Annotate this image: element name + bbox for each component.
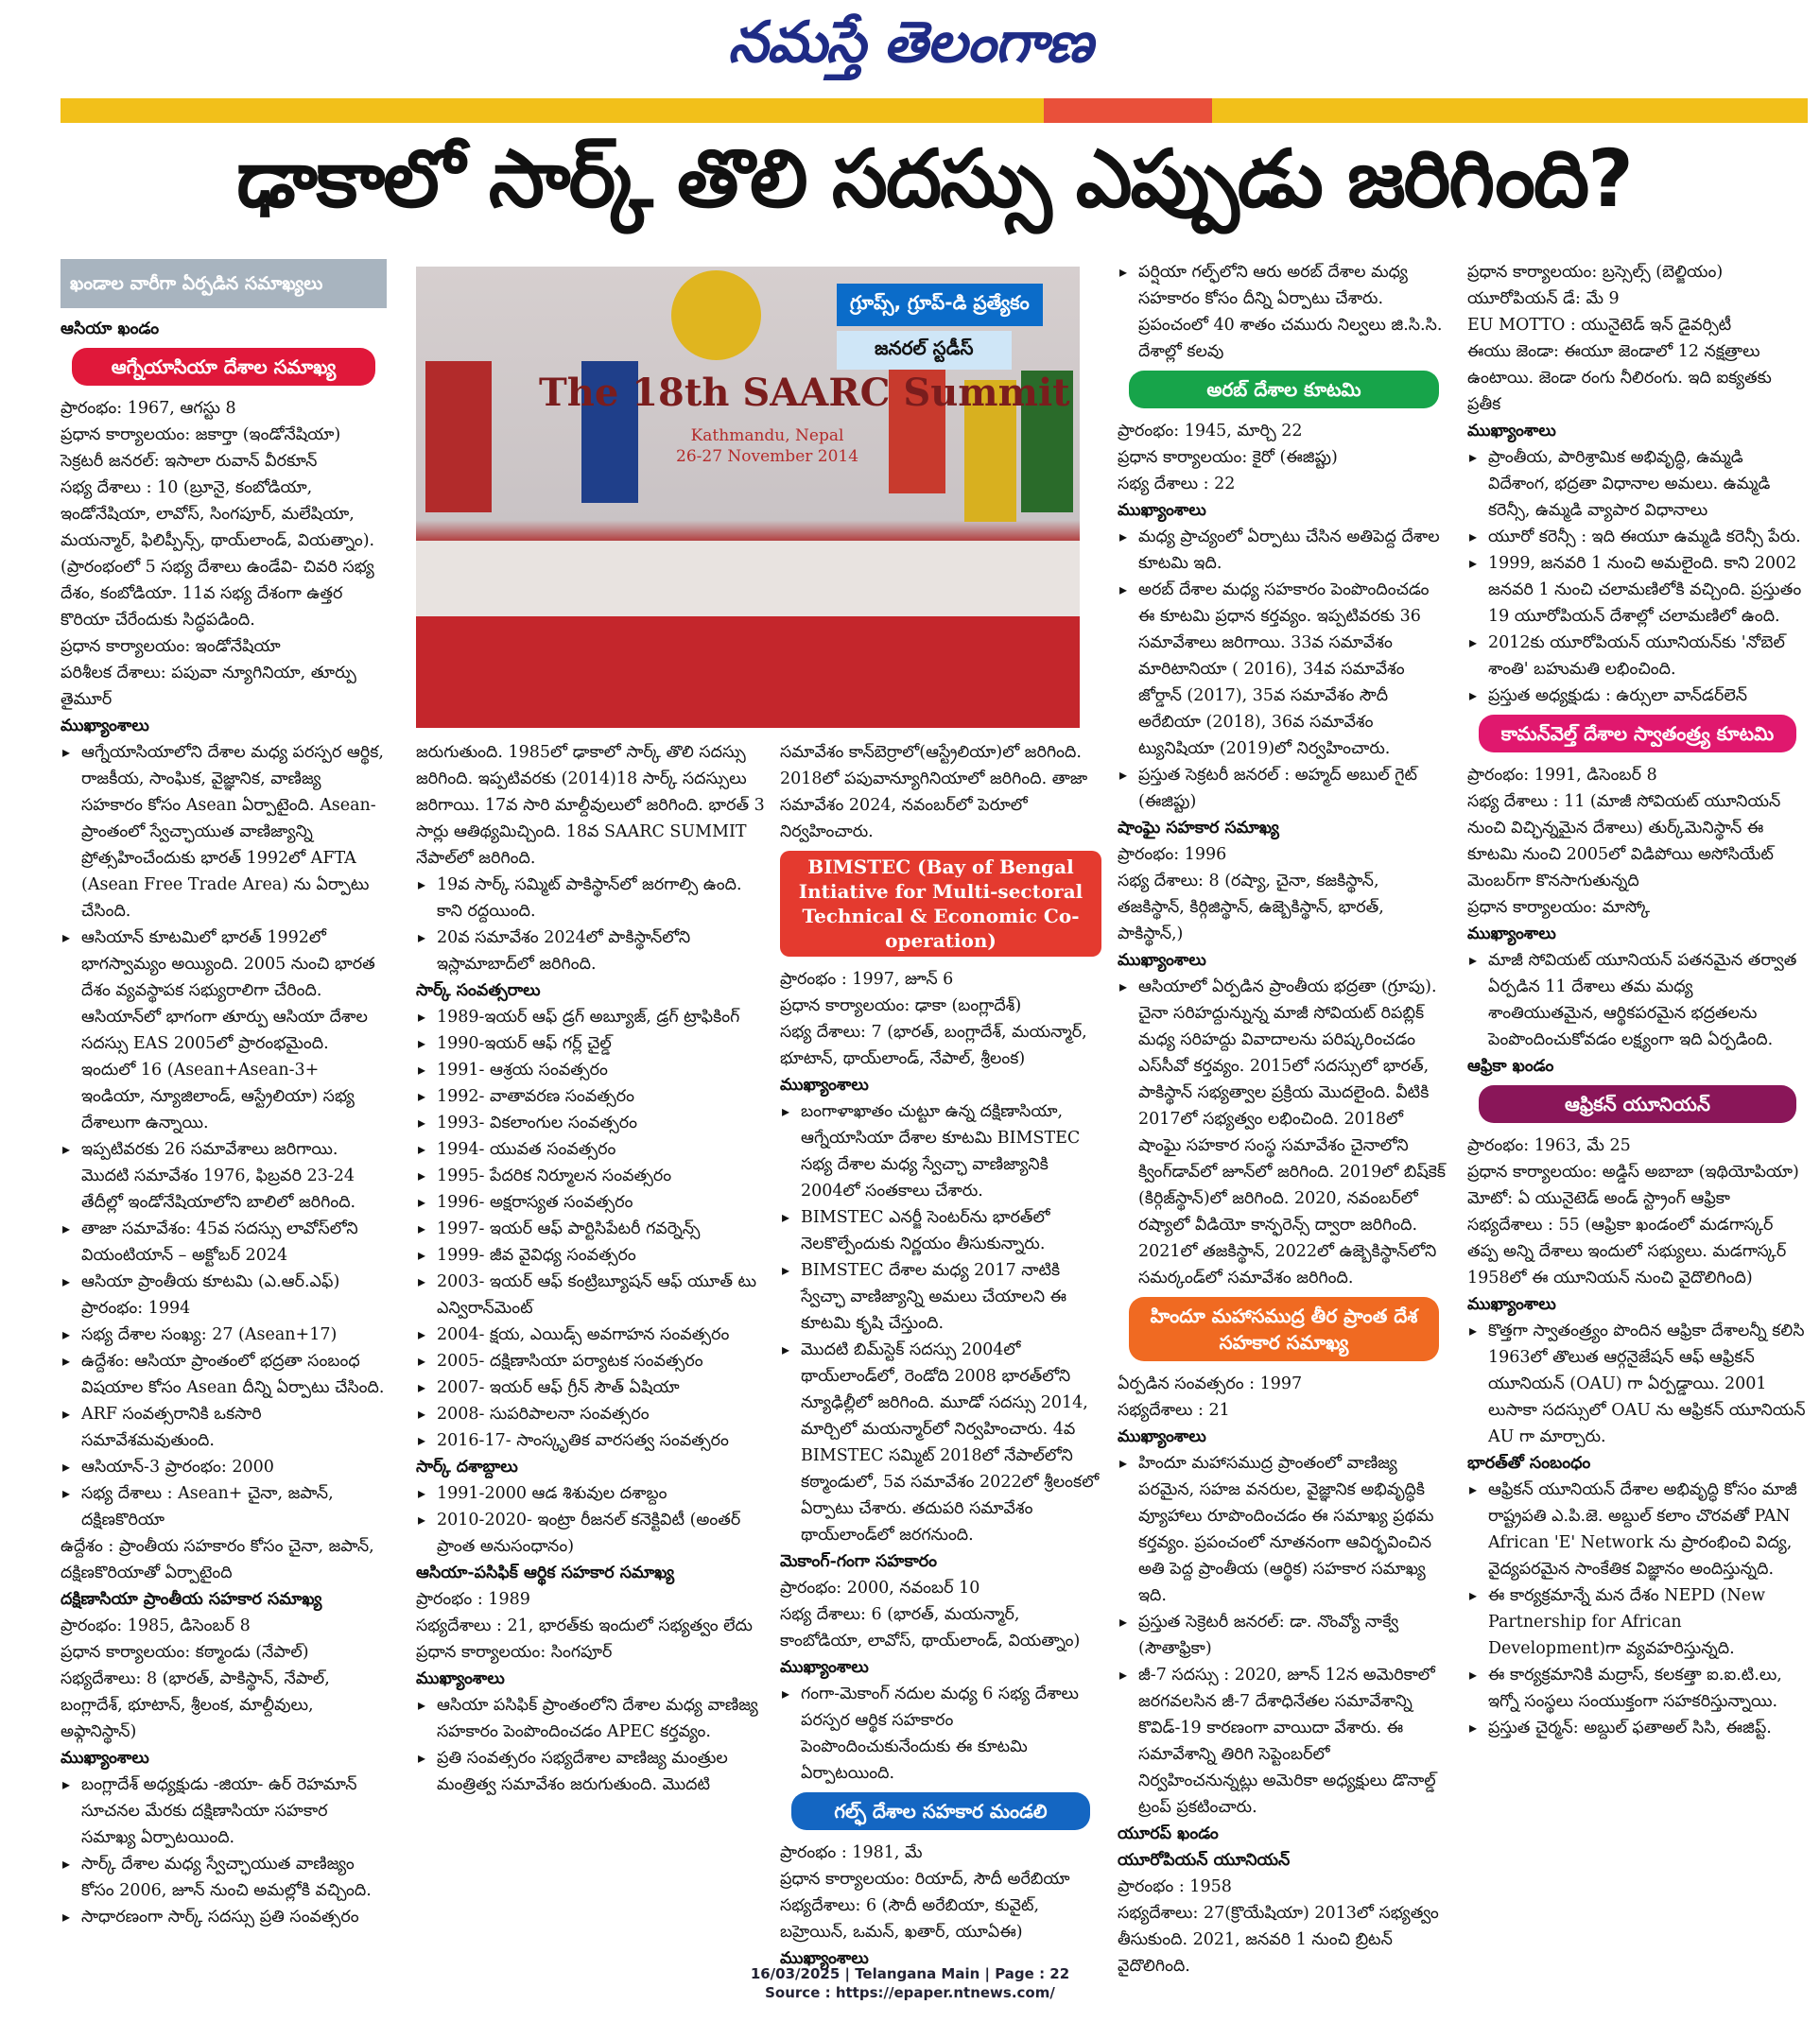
cis-members: సభ్య దేశాలు : 11 (మాజీ సోవియట్ యూనియన్ నుంచి విచ్ఛిన్నమైన దేశాలు) తుర్క్‌మెనిస్థాన్ ఈ కూటమి నుంచి 2005లో విడిపోయి అసోసియేట్ మెంబర్‌గా కొనసాగుతున్నది <box>1467 792 1781 890</box>
highlights-label: ముఖ్యాంశాలు <box>1118 501 1206 520</box>
bullet: ▸ 20వ సమావేశం 2024లో పాకిస్థాన్‌లోని ఇస్లామాబాద్‌లో జరిగింది. <box>416 925 768 977</box>
asean-sg: సెక్రటరీ జనరల్: ఇసాలా రువాన్ వీరకూన్ <box>61 452 318 471</box>
continent-label: ఆఫ్రికా ఖండం <box>1467 1057 1554 1076</box>
year-item: ▸ 1992- వాతావరణ సంవత్సరం <box>416 1083 768 1110</box>
iora-year: ఏర్పడిన సంవత్సరం : 1997 <box>1118 1374 1303 1393</box>
general-studies-badge: జనరల్ స్టడీస్ <box>837 331 1012 370</box>
bullet: ▸ ఈ కార్యక్రమానికి మద్రాస్, కలకత్తా ఐ.ఐ.టి.లు, ఇగ్నో సంస్థలు సంయుక్తంగా సహకరిస్తున్నాయి. <box>1467 1662 1808 1715</box>
column-3 <box>780 739 1101 1972</box>
bullet: ▸ ఆసియాన్-3 ప్రారంభం: 2000 <box>61 1454 387 1480</box>
year-item: ▸ 1999- జీవ వైవిధ్య సంవత్సరం <box>416 1242 768 1269</box>
bimstec-start: ప్రారంభం : 1997, జూన్ 6 <box>780 970 954 989</box>
highlights-label: ముఖ్యాంశాలు <box>1118 1427 1206 1446</box>
bullet: ▸ ఆసియా ప్రాంతీయ కూటమి (ఎ.ఆర్.ఎఫ్) ప్రారంభం: 1994 <box>61 1269 387 1322</box>
bullet: ▸ 19వ సార్క్ సమ్మిట్ పాకిస్థాన్‌లో జరగాల్సి ఉంది. కాని రద్దయింది. <box>416 872 768 925</box>
arab-hq: ప్రధాన కార్యాలయం: కైరో (ఈజిప్టు) <box>1118 448 1338 467</box>
saarc-heading: దక్షిణాసియా ప్రాంతీయ సహకార సమాఖ్య <box>61 1590 322 1609</box>
bullet: ▸ మధ్య ప్రాచ్యంలో ఏర్పాటు చేసిన అతిపెద్ద దేశాల కూటమి ఇది. <box>1118 524 1450 577</box>
decade-item: ▸ 2010-2020- ఇంట్రా రీజనల్ కనెక్టివిటీ (అంతర్ ప్రాంత అనుసంధానం) <box>416 1507 768 1560</box>
au-start: ప్రారంభం: 1963, మే 25 <box>1467 1136 1631 1155</box>
asean-heading: ఆగ్నేయాసియా దేశాల సమాఖ్య <box>72 348 375 386</box>
mekong-start: ప్రారంభం: 2000, నవంబర్ 10 <box>780 1579 980 1598</box>
saarc-start: ప్రారంభం: 1985, డిసెంబర్ 8 <box>61 1616 251 1635</box>
bullet: ▸ మొదటి బిమ్‌స్టెక్ సదస్సు 2004లో థాయ్‌లాండ్‌లో, రెండోది 2008 భారత్‌లోని న్యూఢిల్లీలో జరిగింది. మూడో సదస్సు 2014, మార్చిలో మయన్మార్‌లో నిర్వహించారు. 4వ BIMSTEC సమ్మిట్ 2018లో నేపాల్‌లోని కఠ్మాండులో, 5వ సమావేశం 2022లో శ్రీలంకలో ఏర్పాటు చేశారు. తదుపరి సమావేశం థాయ్‌లాండ్‌లో జరగనుంది. <box>780 1337 1101 1548</box>
eu-heading: యూరోపియన్ యూనియన్ <box>1118 1851 1291 1870</box>
asean-observers: పరిశీలక దేశాలు: పపువా న్యూగినియా, తూర్పు తైమూర్ <box>61 664 356 709</box>
year-item: ▸ 2004- క్షయ, ఎయిడ్స్ అవగాహన సంవత్సరం <box>416 1322 768 1348</box>
highlights-label: ముఖ్యాంశాలు <box>780 1076 869 1095</box>
iora-heading: హిందూ మహాసముద్ర తీర ప్రాంత దేశ సహకార సమాఖ్య <box>1129 1297 1439 1361</box>
header-color-bar-accent <box>1044 98 1212 123</box>
year-item: ▸ 2003- ఇయర్ ఆఫ్ కంట్రిబ్యూషన్ ఆఫ్ యూత్ టు ఎన్విరాన్‌మెంట్ <box>416 1269 768 1322</box>
eu-start: ప్రారంభం : 1958 <box>1118 1877 1232 1896</box>
bimstec-hq: ప్రధాన కార్యాలయం: ఢాకా (బంగ్లాదేశ్) <box>780 996 1022 1015</box>
photo-table <box>416 616 1080 728</box>
au-motto: మోటో: ఏ యునైటెడ్ అండ్ స్ట్రాంగ్ ఆఫ్రికా <box>1467 1189 1730 1208</box>
arab-members: సభ్య దేశాలు : 22 <box>1118 475 1236 493</box>
photo-dais <box>416 541 1080 616</box>
gcc-members: సభ్యదేశాలు: 6 (సౌదీ అరేబియా, కువైట్, బహ్రెయిన్, ఒమన్, ఖతార్, యూఏఈ) <box>780 1896 1040 1942</box>
column-2 <box>416 739 768 1798</box>
gcc-heading: గల్ఫ్ దేశాల సహకార మండలి <box>791 1792 1090 1830</box>
highlights-label: ముఖ్యాంశాలు <box>61 1749 149 1768</box>
bullet: ▸ ఆఫ్రికన్ యూనియన్ దేశాల అభివృద్ధి కోసం మాజీ రాష్ట్రపతి ఎ.పి.జె. అబ్దుల్ కలాం చొరవతో PAN African 'E' Network ను ప్రారంభించి విద్య, వైద్యపరమైన సాంకేతిక విజ్ఞానం అందిస్తున్నది. <box>1467 1477 1808 1582</box>
bullet: ▸ జీ-7 సదస్సు : 2020, జూన్ 12న అమెరికాలో జరగవలసిన జీ-7 దేశాధినేతల సమావేశాన్ని కొవిడ్-19 కారణంగా వాయిదా వేశారు. ఈ సమావేశాన్ని తిరిగి సెప్టెంబర్‌లో నిర్వహించనున్నట్లు అమెరికా అధ్యక్షులు డొనాల్డ్ ట్రంప్ ప్రకటించారు. <box>1118 1662 1450 1821</box>
header-color-bar <box>61 98 1808 123</box>
cis-heading: కామన్‌వెల్త్ దేశాల స్వాతంత్ర్య కూటమి <box>1479 715 1796 752</box>
bullet: ▸ అరబ్ దేశాల మధ్య సహకారం పెంపొందించడం ఈ కూటమి ప్రధాన కర్తవ్యం. ఇప్పటివరకు 36 సమావేశాలు జరిగాయి. 33వ సమావేశం మారిటానియా ( 2016), 34వ సమావేశం జోర్డాన్ (2017), 35వ సమావేశం సౌదీ అరేబియా (2018), 36వ సమావేశం ట్యునిషియా (2019)లో నిర్వహించారు. <box>1118 577 1450 762</box>
bullet: ▸ సభ్య దేశాల సంఖ్య: 27 (Asean+17) <box>61 1322 387 1348</box>
india-relation-label: భారత్‌తో సంబంధం <box>1467 1454 1591 1473</box>
apec-paragraph: సమావేశం కాన్‌బెర్రాలో(ఆస్ట్రేలియా)లో జరిగింది. 2018లో పపువాన్యూగినియాలో జరిగింది. తాజా సమావేశం 2024, నవంబర్‌లో పెరూలో నిర్వహించారు. <box>780 743 1088 841</box>
arab-start: ప్రారంభం: 1945, మార్చి 22 <box>1118 422 1303 441</box>
cis-start: ప్రారంభం: 1991, డిసెంబర్ 8 <box>1467 766 1657 785</box>
apec-members: సభ్యదేశాలు : 21, భారత్‌కు ఇందులో సభ్యత్వం లేదు <box>416 1616 753 1635</box>
footer-source: Source : https://epaper.ntnews.com/ <box>765 1984 1055 2001</box>
bullet: ▸ ఉద్దేశం: ఆసియా ప్రాంతంలో భద్రతా సంబంధ విషయాల కోసం Asean దీన్ని ఏర్పాటు చేసింది. <box>61 1348 387 1401</box>
column-4 <box>1118 259 1450 1979</box>
au-members: సభ్యదేశాలు : 55 (ఆఫ్రికా ఖండంలో మడగాస్కర్ తప్ప అన్ని దేశాలు ఇందులో సభ్యులు. మడగాస్కర్ 1958లో ఈ యూనియన్ నుంచి వైదొలిగింది) <box>1467 1216 1787 1288</box>
headline: ఢాకాలో సార్క్ తొలి సదస్సు ఎప్పుడు జరిగింది? <box>236 132 1632 225</box>
bullet: ▸ సభ్య దేశాలు : Asean+ చైనా, జపాన్, దక్షిణకొరియా <box>61 1480 387 1533</box>
iora-members: సభ్యదేశాలు : 21 <box>1118 1401 1230 1420</box>
year-item: ▸ 1994- యువత సంవత్సరం <box>416 1136 768 1163</box>
year-item: ▸ 2008- సుపరిపాలనా సంవత్సరం <box>416 1401 768 1427</box>
sco-heading: షాంఘై సహకార సమాఖ్య <box>1118 819 1279 838</box>
year-item: ▸ 1990-ఇయర్ ఆఫ్ గర్ల్ చైల్డ్ <box>416 1030 768 1057</box>
year-item: ▸ 2005- దక్షిణాసియా పర్యాటక సంవత్సరం <box>416 1348 768 1374</box>
apec-hq: ప్రధాన కార్యాలయం: సింగపూర్ <box>416 1643 613 1662</box>
year-item: ▸ 1989-ఇయర్ ఆఫ్ డ్రగ్ అబ్యూజ్, డ్రగ్ ట్రాఫికింగ్ <box>416 1004 768 1030</box>
bullet: ▸ బంగ్లాదేశ్ అధ్యక్షుడు -జియా- ఉర్ రెహమాన్ సూచనల మేరకు దక్షిణాసియా సహకార సమాఖ్య ఏర్పాటయింది. <box>61 1771 387 1851</box>
asean3-purpose: ఉద్దేశం : ప్రాంతీయ సహకారం కోసం చైనా, జపాన్, దక్షిణకొరియాతో ఏర్పాటైంది <box>61 1537 374 1582</box>
eu-flag: ఈయు జెండా: ఈయూ జెండాలో 12 నక్షత్రాలు ఉంటాయి. జెండా రంగు నీలిరంగు. ఇది ఐక్యతకు ప్రతీక <box>1467 342 1772 414</box>
bullet: ▸ పర్షియా గల్ఫ్‌లోని ఆరు అరబ్ దేశాల మధ్య సహకారం కోసం దీన్ని ఏర్పాటు చేశారు. ప్రపంచంలో 40 శాతం చమురు నిల్వలు జి.సి.సి. దేశాల్లో కలవు <box>1118 259 1450 365</box>
asean-members: సభ్య దేశాలు : 10 (బ్రూనై, కంబోడియా, ఇండోనేషియా, లావోస్, సింగపూర్, మలేషియా, మయన్మార్, ఫిలిప్పీన్స్, థాయ్‌లాండ్, వియత్నాం). (ప్రారంభంలో 5 సభ్య దేశాలు ఉండేవి- చివరి సభ్య దేశం, కంబోడియా. 11వ సభ్య దేశంగా ఉత్తర కొరియా చేరేందుకు సిద్ధపడింది. <box>61 478 375 630</box>
bullet: ▸ మాజీ సోవియట్ యూనియన్ పతనమైన తర్వాత ఏర్పడిన 11 దేశాలు తమ మధ్య శాంతియుతమైన, ఆర్థికపరమైన భద్రతలను పెంపొందించుకోవడం లక్ష్యంగా ఇది ఏర్పడింది. <box>1467 947 1808 1053</box>
year-item: ▸ 1993- వికలాంగుల సంవత్సరం <box>416 1110 768 1136</box>
gcc-hq: ప్రధాన కార్యాలయం: రియాద్, సౌదీ అరేబియా <box>780 1870 1070 1889</box>
cis-hq: ప్రధాన కార్యాలయం: మాస్కో <box>1467 898 1651 917</box>
sco-start: ప్రారంభం: 1996 <box>1118 845 1227 864</box>
eu-members: సభ్యదేశాలు: 27(క్రొయేషియా) 2013లో సభ్యత్వం తీసుకుంది. 2021, జనవరి 1 నుంచి బ్రిటన్ వైదొలిగింది. <box>1118 1904 1439 1976</box>
arab-league-heading: అరబ్ దేశాల కూటమి <box>1129 371 1439 408</box>
bullet: ▸ ప్రస్తుత సెక్రెటరీ జనరల్: డా. నొంవ్యో నాక్వే (సౌతాఫ్రికా) <box>1118 1609 1450 1662</box>
year-item: ▸ 2016-17- సాంస్కృతిక వారసత్వ సంవత్సరం <box>416 1427 768 1454</box>
footer-date: 16/03/2025 | Telangana Main | Page : 22 <box>750 1965 1070 1982</box>
saarc-logo <box>671 270 761 360</box>
bullet: ▸ ఆసియాన్ కూటమిలో భారత్ 1992లో భాగస్వామ్యం అయ్యింది. 2005 నుంచి భారత దేశం వ్యవస్థాపక సభ్యురాలిగా చేరింది. ఆసియాన్‌లో భాగంగా తూర్పు ఆసియా దేశాల సదస్సు EAS 2005లో ప్రారంభమైంది. ఇందులో 16 (Asean+Asean-3+ ఇండియా, న్యూజిలాండ్, ఆస్ట్రేలియా) సభ్య దేశాలుగా ఉన్నాయి. <box>61 925 387 1136</box>
bullet: ▸ తాజా సమావేశం: 45వ సదస్సు లావోస్‌లోని వియంటియాన్ – అక్టోబర్ 2024 <box>61 1216 387 1269</box>
saarc-hq: ప్రధాన కార్యాలయం: కఠ్మాండు (నేపాల్) <box>61 1643 309 1662</box>
photo-subtitle: Kathmandu, Nepal 26-27 November 2014 <box>676 426 859 466</box>
group-badge: గ్రూప్స్, గ్రూప్-డి ప్రత్యేకం <box>837 284 1043 326</box>
eu-hq: ప్రధాన కార్యాలయం: బ్రస్సెల్స్ (బెల్జియం) <box>1467 263 1724 282</box>
highlights-label: ముఖ్యాంశాలు <box>780 1658 869 1677</box>
bullet: ▸ సాధారణంగా సార్క్ సదస్సు ప్రతి సంవత్సరం <box>61 1904 387 1930</box>
bullet: ▸ ఆగ్నేయాసియాలోని దేశాల మధ్య పరస్పర ఆర్థిక, రాజకీయ, సాంఘిక, వైజ్ఞానిక, వాణిజ్య సహకారం కోసం Asean ఏర్పాటైంది. Asean- ప్రాంతంలో స్వేచ్ఛాయుత వాణిజ్యాన్ని ప్రోత్సహించేందుకు భారత్ 1992లో AFTA (Asean Free Trade Area) ను ఏర్పాటు చేసింది. <box>61 739 387 925</box>
eu-motto: EU MOTTO : యునైటెడ్ ఇన్ డైవర్సిటీ <box>1467 316 1732 335</box>
saarc-members: సభ్యదేశాలు: 8 (భారత్, పాకిస్థాన్, నేపాల్, బంగ్లాదేశ్, భూటాన్, శ్రీలంక, మాల్దీవులు, అఫ్గానిస్థాన్) <box>61 1669 330 1741</box>
mekong-heading: మెకాంగ్-గంగా సహకారం <box>780 1552 938 1571</box>
bullet: ▸ ప్రస్తుత చైర్మన్: అబ్దుల్ ఫతాఅల్ సిసి, ఈజిప్ట్. <box>1467 1715 1808 1741</box>
bullet: ▸ 1999, జనవరి 1 నుంచి అమలైంది. కాని 2002 జనవరి 1 నుంచి చలామణిలోకి వచ్చింది. ప్రస్తుతం 19 యూరోపియన్ దేశాల్లో చలామణిలో ఉంది. <box>1467 550 1808 630</box>
bullet: ▸ ప్రాంతీయ, పారిశ్రామిక అభివృద్ధి, ఉమ్మడి విదేశాంగ, భద్రతా విధానాల అమలు. ఉమ్మడి కరెన్సీ, ఉమ్మడి వ్యాపార విధానాలు <box>1467 444 1808 524</box>
highlights-label: ముఖ్యాంశాలు <box>1467 422 1556 441</box>
bullet: ▸ ప్రతి సంవత్సరం సభ్యదేశాల వాణిజ్య మంత్రుల మంత్రిత్వ సమావేశం జరుగుతుంది. మొదటి <box>416 1745 768 1798</box>
bullet: ▸ హిందూ మహాసముద్ర ప్రాంతంలో వాణిజ్య పరమైన, సహజ వనరుల, వైజ్ఞానిక అభివృద్ధికి వ్యూహాలు రూపొందించడం ఈ సమాఖ్య ప్రథమ కర్తవ్యం. ప్రపంచంలో నూతనంగా ఆవిర్భవించిన అతి పెద్ద ప్రాంతీయ (ఆర్థిక) సహకార సమాఖ్య ఇది. <box>1118 1450 1450 1609</box>
bullet: ▸ ఇప్పటివరకు 26 సమావేశాలు జరిగాయి. మొదటి సమావేశం 1976, ఫిబ్రవరి 23-24 తేదీల్లో ఇండోనేషియాలోని బాలిలో జరిగింది. <box>61 1136 387 1216</box>
bullet: ▸ గంగా-మెకాంగ్ నదుల మధ్య 6 సభ్య దేశాలు పరస్పర ఆర్థిక సహకారం పెంపొందించుకునేందుకు ఈ కూటమి ఏర్పాటయింది. <box>780 1681 1101 1787</box>
bullet: ▸ ఈ కార్యక్రమాన్నే మన దేశం NEPD (New Partnership for African Development)గా వ్యవహరిస్తున్నది. <box>1467 1582 1808 1662</box>
saarc-paragraph: జరుగుతుంది. 1985లో ఢాకాలో సార్క్ తొలి సదస్సు జరిగింది. ఇప్పటివరకు (2014)18 సార్క్ సదస్సులు జరిగాయి. 17వ సారి మాల్దీవులులో జరిగింది. భారత్ 3 సార్లు ఆతిథ్యమిచ్చింది. 18వ SAARC SUMMIT నేపాల్‌లో జరిగింది. <box>416 743 765 868</box>
year-item: ▸ 1991- ఆశ్రయ సంవత్సరం <box>416 1057 768 1083</box>
apec-start: ప్రారంభం : 1989 <box>416 1590 530 1609</box>
bullet: ▸ సార్క్ దేశాల మధ్య స్వేచ్ఛాయుత వాణిజ్యం కోసం 2006, జూన్ నుంచి అమల్లోకి వచ్చింది. <box>61 1851 387 1904</box>
decade-item: ▸ 1991-2000 ఆడ శిశువుల దశాబ్దం <box>416 1480 768 1507</box>
year-item: ▸ 1997- ఇయర్ ఆఫ్ పార్టిసిపేటరీ గవర్నెన్స్ <box>416 1216 768 1242</box>
bimstec-members: సభ్య దేశాలు: 7 (భారత్, బంగ్లాదేశ్, మయన్మార్, భూటాన్, థాయ్‌లాండ్, నేపాల్, శ్రీలంక) <box>780 1023 1087 1068</box>
year-item: ▸ 1996- అక్షరాస్యత సంవత్సరం <box>416 1189 768 1216</box>
summit-photo <box>416 267 1080 728</box>
year-item: ▸ 1995- పేదరిక నిర్మూలన సంవత్సరం <box>416 1163 768 1189</box>
highlights-label: ముఖ్యాంశాలు <box>1118 951 1206 970</box>
column-5 <box>1467 259 1808 1741</box>
gcc-start: ప్రారంభం : 1981, మే <box>780 1843 923 1862</box>
asean-hq2: ప్రధాన కార్యాలయం: ఇండోనేషియా <box>61 637 281 656</box>
continent-label: ఆసియా ఖండం <box>61 320 160 338</box>
mekong-members: సభ్య దేశాలు: 6 (భారత్, మయన్మార్, కాంబోడియా, లావోస్, థాయ్‌లాండ్, వియత్నాం) <box>780 1605 1081 1650</box>
asean-hq: ప్రధాన కార్యాలయం: జకార్తా (ఇండోనేషియా) <box>61 425 341 444</box>
highlights-label: ముఖ్యాంశాలు <box>780 1949 869 1968</box>
bullet: ▸ ప్రస్తుత అధ్యక్షుడు : ఉర్సులా వాన్‌డర్‌లెన్ <box>1467 683 1808 709</box>
bullet: ▸ యూరో కరెన్సీ : ఇది ఈయూ ఉమ్మడి కరెన్సీ పేరు. <box>1467 524 1808 550</box>
bullet: ▸ ప్రస్తుత సెక్రటరీ జనరల్ : అహ్మద్ అబుల్ గైట్ (ఈజిప్టు) <box>1118 762 1450 815</box>
au-hq: ప్రధాన కార్యాలయం: అడ్డిస్ అబాబా (ఇథియోపియా) <box>1467 1163 1799 1182</box>
highlights-label: ముఖ్యాంశాలు <box>1467 1295 1556 1314</box>
apec-heading: ఆసియా-పసిఫిక్ ఆర్థిక సహకార సమాఖ్య <box>416 1564 675 1582</box>
saarc-decades-heading: సార్క్ దశాబ్దాలు <box>416 1458 518 1477</box>
highlights-label: ముఖ్యాంశాలు <box>416 1669 505 1688</box>
masthead: నమస్తే తెలంగాణ <box>727 9 1093 76</box>
photo-title: The 18th SAARC Summit <box>539 371 1070 415</box>
highlights-label: ముఖ్యాంశాలు <box>1467 925 1556 943</box>
au-heading: ఆఫ్రికన్ యూనియన్ <box>1479 1085 1796 1123</box>
bullet: ▸ ఆసియా పసిఫిక్ ప్రాంతంలోని దేశాల మధ్య వాణిజ్య సహకారం పెంపొందించడం APEC కర్తవ్యం. <box>416 1692 768 1745</box>
bullet: ▸ బంగాళాఖాతం చుట్టూ ఉన్న దక్షిణాసియా, ఆగ్నేయాసియా దేశాల కూటమి BIMSTEC సభ్య దేశాల మధ్య స్వేచ్ఛా వాణిజ్యానికి 2004లో సంతకాలు చేశారు. <box>780 1098 1101 1204</box>
bullet: ▸ BIMSTEC ఎనర్జీ సెంటర్‌ను భారత్‌లో నెలకొల్పేందుకు నిర్ణయం తీసుకున్నారు. <box>780 1204 1101 1257</box>
saarc-years-heading: సార్క్ సంవత్సరాలు <box>416 981 541 1000</box>
bullet: ▸ కొత్తగా స్వాతంత్ర్యం పొందిన ఆఫ్రికా దేశాలన్నీ కలిసి 1963లో తొలుత ఆర్గనైజేషన్ ఆఫ్ ఆఫ్రికన్ యూనియన్ (OAU) గా ఏర్పడ్డాయి. 2001 లుసాకా సదస్సులో OAU ను ఆఫ్రికన్ యూనియన్ AU గా మార్చారు. <box>1467 1318 1808 1450</box>
bullet: ▸ BIMSTEC దేశాల మధ్య 2017 నాటికి స్వేచ్ఛా వాణిజ్యాన్ని అమలు చేయాలని ఈ కూటమి కృషి చేస్తుంది. <box>780 1257 1101 1337</box>
flag-nepal <box>425 361 492 512</box>
highlights-label: ముఖ్యాంశాలు <box>61 717 149 735</box>
year-item: ▸ 2007- ఇయర్ ఆఫ్ గ్రీన్ సౌత్ ఏషియా <box>416 1374 768 1401</box>
eu-day: యూరోపియన్ డే: మే 9 <box>1467 289 1620 308</box>
sco-members: సభ్య దేశాలు: 8 (రష్యా, చైనా, కజకిస్థాన్, తజకిస్థాన్, కిర్గిజిస్థాన్, ఉజ్బెకిస్థాన్, భారత్, పాకిస్థాన్,) <box>1118 872 1384 943</box>
section-box: ఖండాల వారీగా ఏర్పడిన సమాఖ్యలు <box>61 259 387 308</box>
bullet: ▸ ARF సంవత్సరానికి ఒకసారి సమావేశమవుతుంది. <box>61 1401 387 1454</box>
bimstec-heading: BIMSTEC (Bay of Bengal Intiative for Multi-sectoral Technical & Economic Co-operation) <box>780 851 1101 957</box>
bullet: ▸ 2012కు యూరోపియన్ యూనియన్‌కు 'నోబెల్ శాంతి' బహుమతి లభించింది. <box>1467 630 1808 683</box>
asean-start: ప్రారంభం: 1967, ఆగస్టు 8 <box>61 399 236 418</box>
continent-label: యూరప్ ఖండం <box>1118 1824 1219 1843</box>
bullet: ▸ ఆసియాలో ఏర్పడిన ప్రాంతీయ భద్రతా (గ్రూపు). చైనా సరిహద్దున్నున్న మాజీ సోవియట్ రిపబ్లిక్ మధ్య సరిహద్దు వివాదాలను పరిష్కరించడం ఎస్‌సీవో కర్తవ్యం. 2015లో సదస్సులో భారత్, పాకిస్థాన్ సభ్యత్వాల ప్రక్రియ మొదలైంది. వీటికి 2017లో సభ్యత్వం లభించింది. 2018లో షాంఘై సహకార సంస్థ సమావేశం చైనాలోని క్వింగ్‌డావ్‌లో జూన్‌లో జరిగింది. 2019లో బిష్‌కెక్ (కిర్గిజ్‌స్థాన్)లో జరిగింది. 2020, నవంబర్‌లో రష్యాలో వీడియో కాన్ఫరెన్స్ ద్వారా జరిగింది. 2021లో తజకిస్థాన్, 2022లో ఉజ్బెకిస్థాన్‌లోని సమర్కండ్‌లో సమావేశం జరిగింది. <box>1118 974 1450 1291</box>
column-1 <box>61 259 387 1930</box>
page-footer <box>0 1964 1820 2002</box>
